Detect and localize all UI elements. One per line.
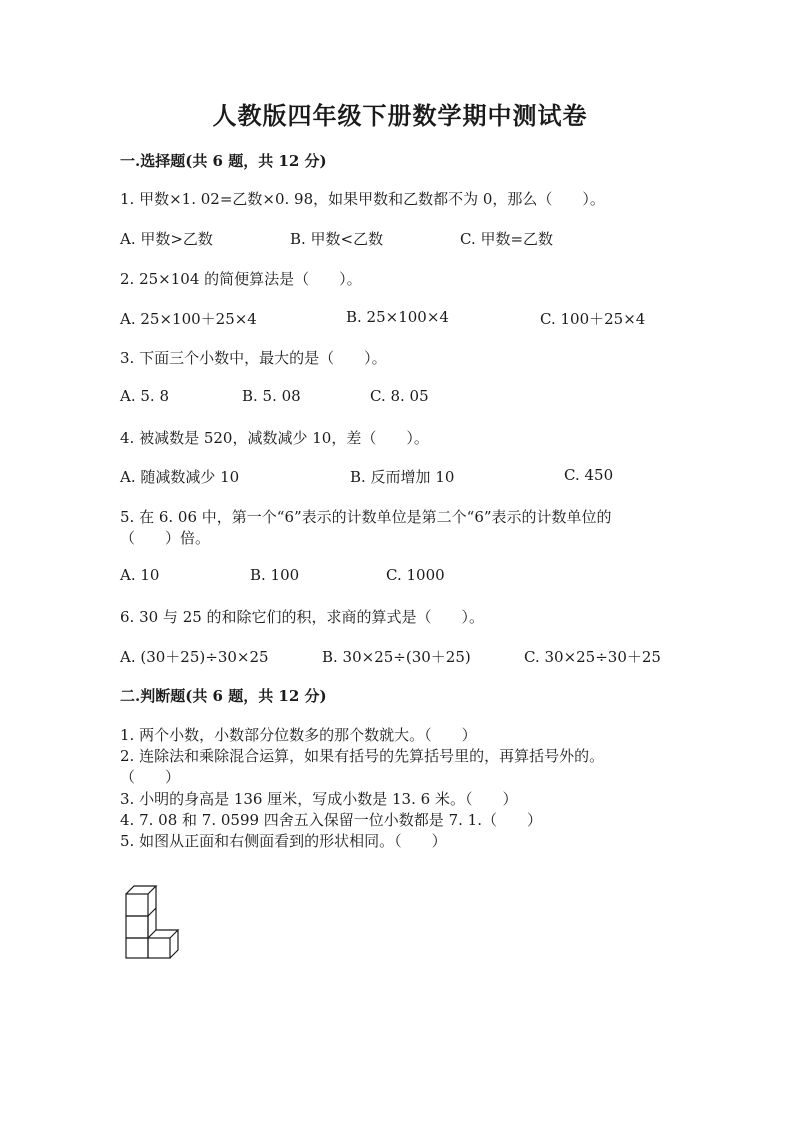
question-6-stem: 6. 30 与 25 的和除它们的积，求商的算式是（ ）。 [120,608,485,626]
judge-item-3: 3. 小明的身高是 136 厘米，写成小数是 13. 6 米。（ ） [120,790,518,808]
question-2-option-b: B. 25×100×4 [346,308,449,326]
question-4-option-b: B. 反而增加 10 [350,468,455,486]
question-6-option-a: A. (30＋25)÷30×25 [120,648,269,666]
judge-item-2: 2. 连除法和乘除混合运算，如果有括号的先算括号里的，再算括号外的。 [120,747,605,765]
judge-item-1: 1. 两个小数，小数部分位数多的那个数就大。（ ） [120,726,477,744]
question-5-stem-continued: （ ）倍。 [120,529,211,547]
question-4-stem: 4. 被减数是 520，减数减少 10，差（ ）。 [120,429,429,447]
question-5-option-c: C. 1000 [386,566,445,584]
judge-item-5: 5. 如图从正面和右侧面看到的形状相同。（ ） [120,832,447,850]
section1-heading: 一.选择题(共 6 题，共 12 分) [120,152,327,170]
question-3-option-c: C. 8. 05 [370,387,429,405]
question-5-stem: 5. 在 6. 06 中，第一个“6”表示的计数单位是第二个“6”表示的计数单位的 [120,508,612,526]
question-3-option-b: B. 5. 08 [242,387,301,405]
question-3-stem: 3. 下面三个小数中，最大的是（ ）。 [120,349,387,367]
question-5-option-a: A. 10 [120,566,160,584]
question-1-option-b: B. 甲数<乙数 [290,230,384,248]
question-1-stem: 1. 甲数×1. 02=乙数×0. 98，如果甲数和乙数都不为 0，那么（ ）。 [120,190,605,208]
judge-item-4: 4. 7. 08 和 7. 0599 四舍五入保留一位小数都是 7. 1.（ ） [120,811,542,829]
question-1-option-c: C. 甲数=乙数 [460,230,554,248]
judge-item-2-continued: （ ） [120,768,181,786]
page-title: 人教版四年级下册数学期中测试卷 [212,101,588,130]
section2-heading: 二.判断题(共 6 题，共 12 分) [120,687,327,705]
stacked-cubes-figure [118,880,188,960]
question-5-option-b: B. 100 [250,566,300,584]
question-6-option-c: C. 30×25÷30＋25 [524,648,661,666]
question-2-stem: 2. 25×104 的简便算法是（ ）。 [120,270,362,288]
question-3-option-a: A. 5. 8 [120,387,169,405]
question-6-option-b: B. 30×25÷(30＋25) [322,648,471,666]
question-1-option-a: A. 甲数>乙数 [120,230,213,248]
question-2-option-c: C. 100＋25×4 [540,310,646,328]
question-4-option-c: C. 450 [564,466,614,484]
question-2-option-a: A. 25×100＋25×4 [120,310,257,328]
question-4-option-a: A. 随减数减少 10 [120,468,240,486]
